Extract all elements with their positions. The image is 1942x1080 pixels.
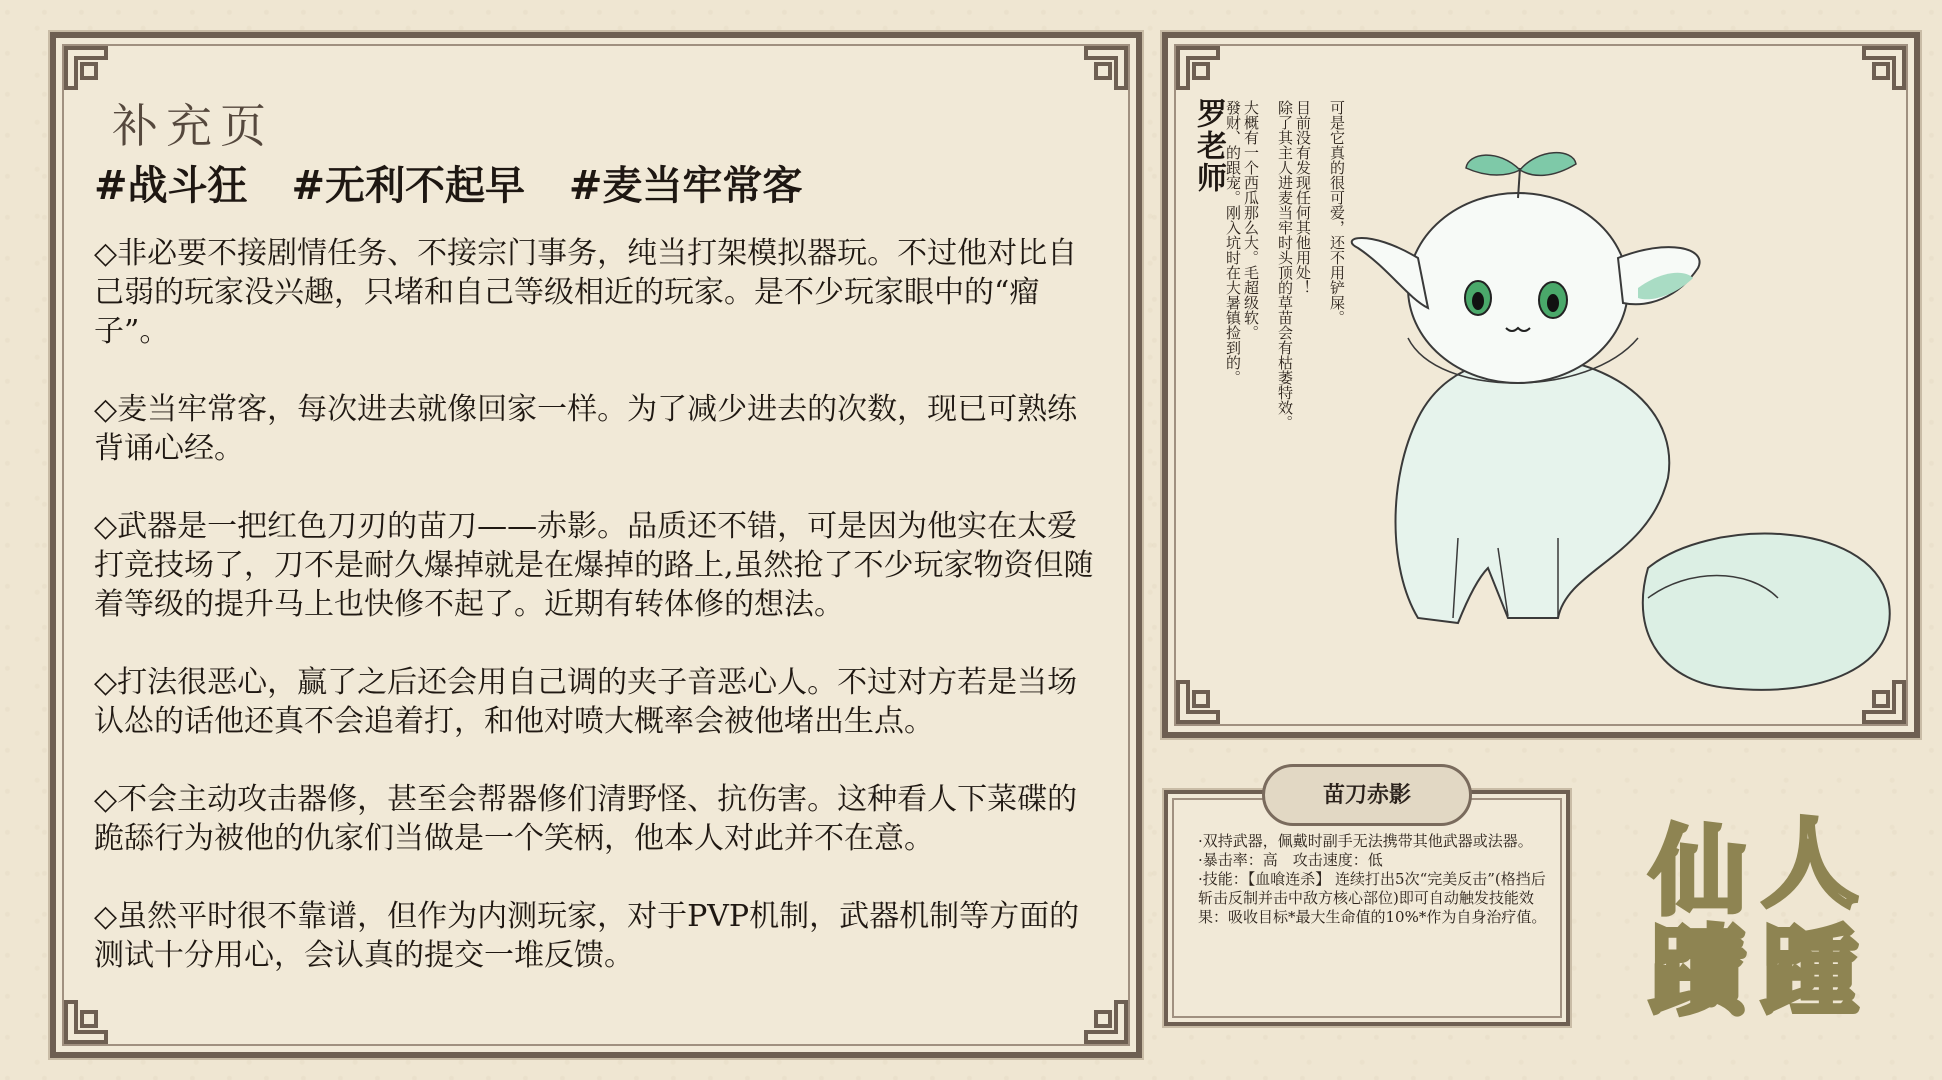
page-title: 补充页 [112, 99, 274, 153]
weapon-details [1198, 832, 1548, 927]
weapon-detail-line: ·技能：【血喰连杀】 连续打出5次“完美反击”(格挡后斩击反制并击中敌方核心部位)即可自动触发技能效果：吸收目标*最大生命值的10%*作为自身治疗值。 [1198, 870, 1547, 926]
bullet-item: ◇不会主动攻击器修，甚至会帮器修们清野怪、抗伤害。这种看人下菜碟的跪舔行为被他的仇家们当做是一个笑柄，他本人对此并不在意。 [94, 782, 1078, 856]
pet-name: 罗老师 [1191, 98, 1226, 194]
logo-char: 仙 [1650, 815, 1746, 928]
corner-ornament [1070, 44, 1130, 104]
logo-char: 蹟 [1650, 915, 1746, 1028]
bullet-item: ◇武器是一把红色刀刃的苗刀——赤影。品质还不错，可是因为他实在太爱打竞技场了，刀不是耐久爆掉就是在爆掉的路上,虽然抢了不少玩家物资但随着等级的提升马上也快修不起了。近期有转体修的想法。 [94, 509, 1094, 622]
corner-ornament [1174, 666, 1234, 726]
tag: #战斗狂 [94, 162, 248, 209]
logo-char: 人 [1762, 807, 1858, 920]
pet-panel [1162, 32, 1920, 738]
supplement-panel [50, 32, 1142, 1058]
pet-note: 發财、的跟宠。刚入坑时在大暑镇捡到的。 [1224, 100, 1242, 385]
bullet-item: ◇非必要不接剧情任务、不接宗门事务，纯当打架模拟器玩。不过他对比自己弱的玩家没兴趣，只堵和自己等级相近的玩家。是不少玩家眼中的“瘤子”。 [94, 236, 1078, 349]
corner-ornament [1174, 44, 1234, 104]
bullet-item: ◇麦当牢常客，每次进去就像回家一样。为了减少进去的次数，现已可熟练背诵心经。 [94, 392, 1078, 466]
game-logo [1650, 796, 1880, 1028]
weapon-detail-line: ·暴击率：高 攻击速度：低 [1198, 851, 1383, 869]
tag: #麦当牢常客 [568, 162, 803, 209]
bullet-item: ◇打法很恶心，赢了之后还会用自己调的夹子音恶心人。不过对方若是当场认怂的话他还真不会追着打，和他对喷大概率会被他堵出生点。 [94, 665, 1078, 739]
corner-ornament [1848, 44, 1908, 104]
pet-note: 大概有一个西瓜那么大。毛超级软。 [1242, 100, 1260, 340]
pet-note: 可是它真的很可爱，还不用铲屎。 [1328, 100, 1346, 325]
tag-line [94, 154, 832, 211]
tag: #无利不起早 [291, 162, 525, 209]
fluffy-cat-illustration [1348, 98, 1908, 728]
bullet-list [94, 234, 1104, 1014]
pet-note: 除了其主人进麦当牢时头顶的草苗会有枯萎特效。 [1276, 100, 1294, 430]
weapon-name: 苗刀赤影 [1262, 764, 1472, 826]
logo-char: 踵 [1762, 915, 1858, 1028]
bullet-item: ◇虽然平时很不靠谱，但作为内测玩家，对于PVP机制，武器机制等方面的测试十分用心，会认真的提交一堆反馈。 [94, 899, 1080, 973]
weapon-detail-line: ·双持武器，佩戴时副手无法携带其他武器或法器。 [1198, 832, 1533, 850]
pet-note: 目前没有发现任何其他用处！ [1294, 100, 1312, 295]
